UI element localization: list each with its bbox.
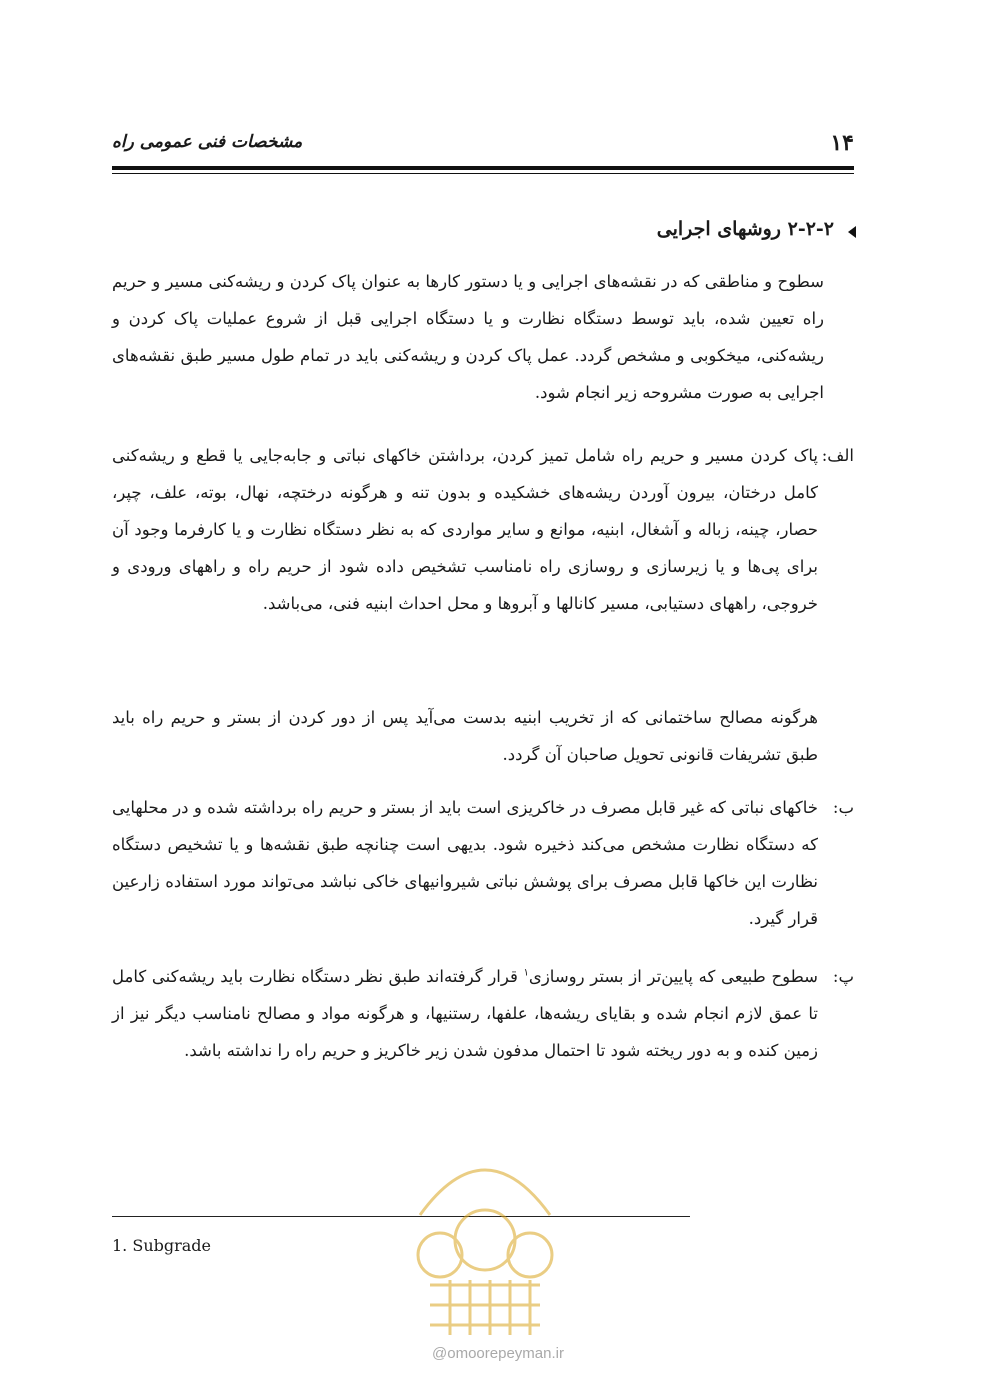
footnote-ref: ۱ [523,967,529,979]
list-item-text-part: سطوح طبیعی که پایین‌تر از بستر روسازی [528,967,818,986]
header-rule-thin [112,173,854,174]
intro-paragraph: سطوح و مناطقی که در نقشه‌های اجرایی و یا دستور کارها به عنوان پاک کردن و ریشه‌کنی مسیر و حریم راه تعیین شده، باید توسط دستگاه نظارت و یا دستگاه اجرایی قبل از شروع عملیات پاک کردن و ریشه‌کنی، میخکوبی و مشخص گردد. عمل پاک کردن و ریشه‌کنی باید در تمام طول مسیر طبق نقشه‌های اجرایی به صورت مشروحه زیر انجام شود. [112,272,824,402]
list-item-b [112,789,854,937]
list-item-c [112,958,854,1069]
header-rule-thick [112,166,854,170]
page-number: ۱۴ [830,130,854,156]
footnote: 1. Subgrade [112,1236,211,1255]
running-title: مشخصات فنی عمومی راه [112,132,303,152]
list-item-text: پاک کردن مسیر و حریم راه شامل تمیز کردن، برداشتن خاکهای نباتی و جابه‌جایی یا قطع و ریشه‌کنی کامل درختان، بیرون آوردن ریشه‌های خشکیده و بدون تنه و هرگونه درختچه، نهال، بوته، علف، چپر، حصار، چینه، زباله و آشغال، ابنیه، موانع و سایر مواردی که به نظر دستگاه نظارت و یا کارفرما وجود آن برای پی‌ها و یا زیرسازی و روسازی راه نامناسب تشخیص داده شود از حریم راه و راههای ورودی و خروجی، راههای دستیابی، مسیر کانالها و آبروها و محل احداث ابنیه فنی، می‌باشد. [112,446,818,613]
section-heading-text: ۲-۲-۲ روشهای اجرایی [656,218,834,240]
list-marker: پ: [832,967,854,986]
list-item-text [112,958,818,1069]
list-marker: الف: [821,446,854,465]
watermark-url: @omoorepeyman.ir [432,1345,564,1362]
list-item-a-note: هرگونه مصالح ساختمانی که از تخریب ابنیه بدست می‌آید پس از دور کردن از بستر و حریم راه باید طبق تشریفات قانونی تحویل صاحبان آن گردد. [112,708,818,764]
list-item-a [112,437,854,622]
watermark-seal-icon [380,1135,590,1345]
section-heading [657,218,854,240]
page-header [112,128,854,162]
list-item-text: خاکهای نباتی که غیر قابل مصرف در خاکریزی است باید از بستر و حریم راه برداشته شده و در محلهایی که دستگاه نظارت مشخص می‌کند ذخیره شود. بدیهی است چنانچه طبق نقشه‌ها و یا تشخیص دستگاه نظارت این خاکها قابل مصرف برای پوشش نباتی شیروانیهای خاکی نباشد می‌تواند مورد استفاده زارعین قرار گیرد. [112,798,818,928]
list-item-text-part: قرار گرفته‌اند طبق نظر دستگاه نظارت باید ریشه‌کنی کامل تا عمق لازم انجام شده و بقایای ریشه‌ها، علفها، رستنیها، و هرگونه مواد و مصالح نامناسب دیگر نیز از زمین کنده و به دور ریخته شود تا احتمال مدفون شدن زیر خاکریز و حریم راه را نداشته باشد. [112,967,818,1060]
list-marker: ب: [832,798,854,817]
